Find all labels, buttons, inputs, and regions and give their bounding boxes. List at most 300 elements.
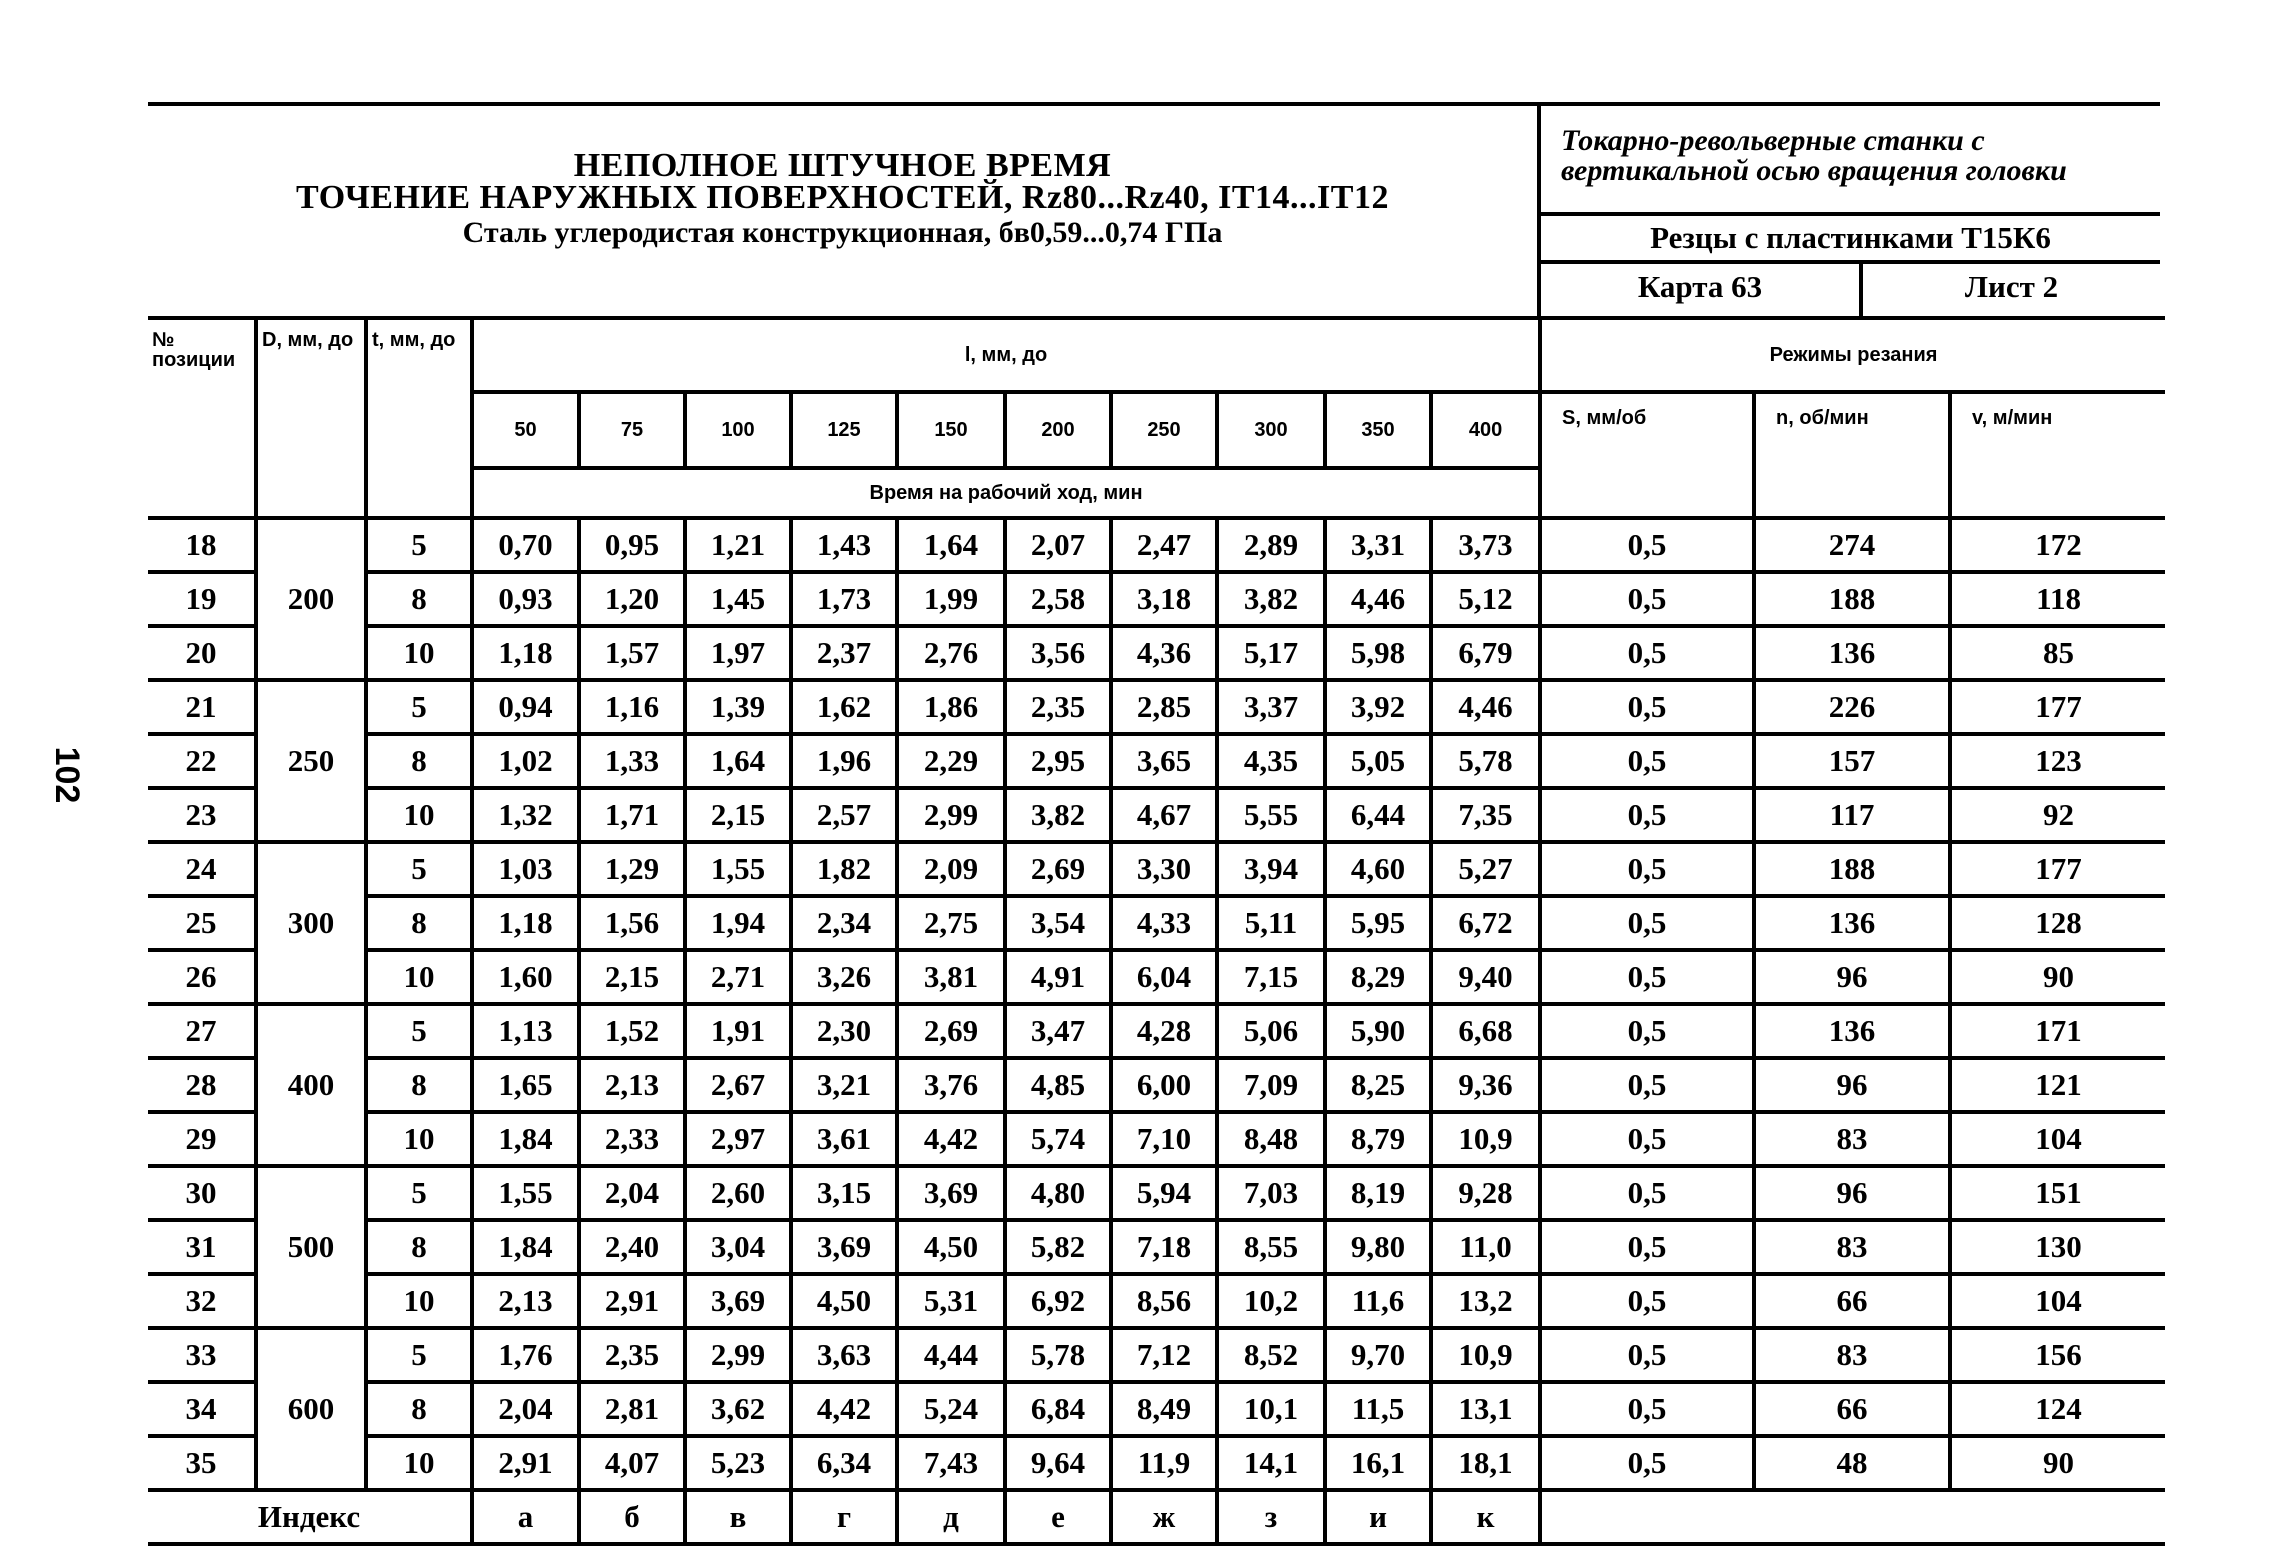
card-header: [148, 102, 2160, 316]
depth-cell: 5: [366, 1166, 472, 1220]
depth-cell: 10: [366, 788, 472, 842]
page-number: 102: [47, 746, 86, 804]
speed-cell: 104: [1950, 1274, 2165, 1328]
time-cell: 2,91: [472, 1436, 579, 1490]
col-diameter-header: D, мм, до: [256, 318, 366, 518]
table-row: [148, 1436, 2165, 1490]
time-cell: 4,91: [1005, 950, 1111, 1004]
time-cell: 8,56: [1111, 1274, 1217, 1328]
time-cell: 3,15: [791, 1166, 897, 1220]
speed-cell: 90: [1950, 1436, 2165, 1490]
feed-cell: 0,5: [1540, 626, 1754, 680]
time-cell: 1,91: [685, 1004, 791, 1058]
time-cell: 11,6: [1325, 1274, 1431, 1328]
depth-cell: 10: [366, 626, 472, 680]
length-value: 350: [1325, 392, 1431, 468]
time-cell: 7,03: [1217, 1166, 1325, 1220]
rpm-cell: 96: [1754, 950, 1950, 1004]
col-regimes-header: Режимы резания: [1540, 318, 2165, 392]
time-cell: 1,99: [897, 572, 1005, 626]
table-row: [148, 896, 2165, 950]
position-cell: 33: [148, 1328, 256, 1382]
feed-cell: 0,5: [1540, 1328, 1754, 1382]
col-length-header: l, мм, до: [472, 318, 1540, 392]
time-cell: 7,43: [897, 1436, 1005, 1490]
index-value: а: [472, 1490, 579, 1544]
rpm-cell: 66: [1754, 1382, 1950, 1436]
time-cell: 2,99: [685, 1328, 791, 1382]
time-cell: 1,02: [472, 734, 579, 788]
diameter-cell: 400: [256, 1004, 366, 1166]
time-cell: 1,96: [791, 734, 897, 788]
rpm-cell: 188: [1754, 572, 1950, 626]
time-cell: 1,29: [579, 842, 685, 896]
feed-cell: 0,5: [1540, 1166, 1754, 1220]
depth-cell: 10: [366, 1112, 472, 1166]
time-cell: 5,95: [1325, 896, 1431, 950]
table-row: [148, 1058, 2165, 1112]
position-cell: 23: [148, 788, 256, 842]
table-row: [148, 680, 2165, 734]
time-cell: 1,57: [579, 626, 685, 680]
time-cell: 3,73: [1431, 518, 1540, 572]
speed-cell: 128: [1950, 896, 2165, 950]
time-cell: 2,40: [579, 1220, 685, 1274]
time-cell: 1,94: [685, 896, 791, 950]
time-cell: 4,46: [1325, 572, 1431, 626]
position-cell: 32: [148, 1274, 256, 1328]
feed-cell: 0,5: [1540, 1382, 1754, 1436]
table-row: [148, 734, 2165, 788]
rpm-cell: 83: [1754, 1220, 1950, 1274]
feed-cell: 0,5: [1540, 1274, 1754, 1328]
feed-cell: 0,5: [1540, 788, 1754, 842]
time-cell: 1,84: [472, 1220, 579, 1274]
sheet-number: Лист 2: [1964, 269, 2059, 304]
time-cell: 8,49: [1111, 1382, 1217, 1436]
diameter-cell: 600: [256, 1328, 366, 1490]
time-cell: 3,56: [1005, 626, 1111, 680]
time-cell: 4,50: [791, 1274, 897, 1328]
time-cell: 2,89: [1217, 518, 1325, 572]
time-cell: 5,78: [1431, 734, 1540, 788]
depth-cell: 5: [366, 1328, 472, 1382]
feed-cell: 0,5: [1540, 950, 1754, 1004]
time-cell: 1,60: [472, 950, 579, 1004]
position-cell: 29: [148, 1112, 256, 1166]
position-cell: 22: [148, 734, 256, 788]
time-cell: 3,76: [897, 1058, 1005, 1112]
speed-cell: 104: [1950, 1112, 2165, 1166]
time-cell: 1,20: [579, 572, 685, 626]
time-cell: 6,34: [791, 1436, 897, 1490]
depth-cell: 8: [366, 896, 472, 950]
time-table: [148, 316, 2165, 1546]
time-cell: 5,05: [1325, 734, 1431, 788]
time-cell: 10,9: [1431, 1112, 1540, 1166]
table-row: [148, 788, 2165, 842]
col-speed-header: v, м/мин: [1950, 392, 2165, 518]
depth-cell: 10: [366, 1436, 472, 1490]
length-value: 150: [897, 392, 1005, 468]
time-cell: 9,80: [1325, 1220, 1431, 1274]
time-cell: 3,04: [685, 1220, 791, 1274]
time-cell: 3,69: [791, 1220, 897, 1274]
card-number: Карта 63: [1541, 264, 1863, 316]
table-row: [148, 1328, 2165, 1382]
time-cell: 2,91: [579, 1274, 685, 1328]
time-cell: 0,95: [579, 518, 685, 572]
time-cell: 9,28: [1431, 1166, 1540, 1220]
time-cell: 8,48: [1217, 1112, 1325, 1166]
time-cell: 2,35: [1005, 680, 1111, 734]
time-cell: 1,71: [579, 788, 685, 842]
time-cell: 6,00: [1111, 1058, 1217, 1112]
time-cell: 4,44: [897, 1328, 1005, 1382]
index-value: и: [1325, 1490, 1431, 1544]
time-cell: 7,12: [1111, 1328, 1217, 1382]
time-cell: 0,70: [472, 518, 579, 572]
rpm-cell: 136: [1754, 626, 1950, 680]
card-subtitle: ТОЧЕНИЕ НАРУЖНЫХ ПОВЕРХНОСТЕЙ, Rz80...Rz40, IT14...IT12: [296, 179, 1389, 216]
machine-type: Токарно-револьверные станки с вертикальной осью вращения головки: [1541, 106, 2160, 216]
depth-cell: 5: [366, 842, 472, 896]
time-cell: 2,13: [472, 1274, 579, 1328]
index-value: в: [685, 1490, 791, 1544]
table-row: [148, 518, 2165, 572]
time-cell: 1,55: [685, 842, 791, 896]
position-cell: 27: [148, 1004, 256, 1058]
speed-cell: 123: [1950, 734, 2165, 788]
time-cell: 4,33: [1111, 896, 1217, 950]
time-cell: 2,85: [1111, 680, 1217, 734]
speed-cell: 151: [1950, 1166, 2165, 1220]
time-cell: 3,21: [791, 1058, 897, 1112]
time-cell: 1,33: [579, 734, 685, 788]
time-cell: 4,28: [1111, 1004, 1217, 1058]
speed-cell: 177: [1950, 680, 2165, 734]
time-cell: 6,72: [1431, 896, 1540, 950]
feed-cell: 0,5: [1540, 896, 1754, 950]
time-cell: 2,97: [685, 1112, 791, 1166]
time-cell: 5,17: [1217, 626, 1325, 680]
time-cell: 1,45: [685, 572, 791, 626]
time-cell: 5,31: [897, 1274, 1005, 1328]
index-value: г: [791, 1490, 897, 1544]
time-cell: 3,31: [1325, 518, 1431, 572]
time-cell: 2,95: [1005, 734, 1111, 788]
time-cell: 2,33: [579, 1112, 685, 1166]
feed-cell: 0,5: [1540, 1058, 1754, 1112]
rpm-cell: 48: [1754, 1436, 1950, 1490]
time-cell: 2,69: [1005, 842, 1111, 896]
time-cell: 5,82: [1005, 1220, 1111, 1274]
time-cell: 2,69: [897, 1004, 1005, 1058]
time-cell: 9,40: [1431, 950, 1540, 1004]
time-cell: 6,44: [1325, 788, 1431, 842]
time-cell: 14,1: [1217, 1436, 1325, 1490]
time-cell: 2,29: [897, 734, 1005, 788]
table-row: [148, 626, 2165, 680]
time-cell: 6,04: [1111, 950, 1217, 1004]
time-cell: 1,43: [791, 518, 897, 572]
time-cell: 5,74: [1005, 1112, 1111, 1166]
time-cell: 0,94: [472, 680, 579, 734]
table-row: [148, 1166, 2165, 1220]
time-subheader: Время на рабочий ход, мин: [472, 468, 1540, 518]
time-cell: 2,99: [897, 788, 1005, 842]
card-info-block: [1541, 106, 2160, 316]
rpm-cell: 96: [1754, 1058, 1950, 1112]
time-cell: 3,82: [1217, 572, 1325, 626]
table-row: [148, 1004, 2165, 1058]
time-cell: 2,30: [791, 1004, 897, 1058]
time-cell: 2,71: [685, 950, 791, 1004]
time-cell: 1,52: [579, 1004, 685, 1058]
col-feed-header: S, мм/об: [1540, 392, 1754, 518]
time-cell: 1,13: [472, 1004, 579, 1058]
time-cell: 3,69: [897, 1166, 1005, 1220]
position-cell: 24: [148, 842, 256, 896]
time-cell: 2,13: [579, 1058, 685, 1112]
time-cell: 2,47: [1111, 518, 1217, 572]
time-cell: 6,79: [1431, 626, 1540, 680]
time-cell: 9,64: [1005, 1436, 1111, 1490]
position-cell: 20: [148, 626, 256, 680]
index-value: з: [1217, 1490, 1325, 1544]
time-cell: 6,68: [1431, 1004, 1540, 1058]
feed-cell: 0,5: [1540, 734, 1754, 788]
card-title-block: [148, 106, 1541, 316]
time-cell: 1,64: [685, 734, 791, 788]
time-cell: 5,55: [1217, 788, 1325, 842]
position-cell: 26: [148, 950, 256, 1004]
position-cell: 18: [148, 518, 256, 572]
time-cell: 1,97: [685, 626, 791, 680]
time-cell: 5,23: [685, 1436, 791, 1490]
diameter-cell: 250: [256, 680, 366, 842]
rpm-cell: 157: [1754, 734, 1950, 788]
depth-cell: 8: [366, 734, 472, 788]
speed-cell: 92: [1950, 788, 2165, 842]
rpm-cell: 96: [1754, 1166, 1950, 1220]
time-cell: 8,55: [1217, 1220, 1325, 1274]
col-position-header: № позиции: [148, 318, 256, 518]
time-cell: 13,2: [1431, 1274, 1540, 1328]
depth-cell: 5: [366, 680, 472, 734]
length-value: 125: [791, 392, 897, 468]
length-value: 75: [579, 392, 685, 468]
depth-cell: 8: [366, 1382, 472, 1436]
table-body: [148, 518, 2165, 1490]
index-label: Индекс: [148, 1490, 472, 1544]
time-cell: 1,16: [579, 680, 685, 734]
time-cell: 8,29: [1325, 950, 1431, 1004]
depth-cell: 10: [366, 1274, 472, 1328]
time-cell: 16,1: [1325, 1436, 1431, 1490]
speed-cell: 118: [1950, 572, 2165, 626]
time-cell: 2,37: [791, 626, 897, 680]
time-cell: 4,07: [579, 1436, 685, 1490]
time-cell: 3,65: [1111, 734, 1217, 788]
time-cell: 5,90: [1325, 1004, 1431, 1058]
position-cell: 25: [148, 896, 256, 950]
time-cell: 5,98: [1325, 626, 1431, 680]
position-cell: 35: [148, 1436, 256, 1490]
depth-cell: 8: [366, 572, 472, 626]
col-rpm-header: n, об/мин: [1754, 392, 1950, 518]
time-cell: 8,79: [1325, 1112, 1431, 1166]
card-material: Сталь углеродистая конструкционная, бв0,59...0,74 ГПа: [462, 216, 1223, 249]
time-cell: 3,26: [791, 950, 897, 1004]
length-value: 400: [1431, 392, 1540, 468]
time-cell: 7,35: [1431, 788, 1540, 842]
speed-cell: 90: [1950, 950, 2165, 1004]
position-cell: 19: [148, 572, 256, 626]
time-cell: 5,11: [1217, 896, 1325, 950]
diameter-cell: 200: [256, 518, 366, 680]
depth-cell: 10: [366, 950, 472, 1004]
time-cell: 5,12: [1431, 572, 1540, 626]
time-cell: 8,52: [1217, 1328, 1325, 1382]
time-cell: 2,57: [791, 788, 897, 842]
time-cell: 1,86: [897, 680, 1005, 734]
time-cell: 2,75: [897, 896, 1005, 950]
rpm-cell: 226: [1754, 680, 1950, 734]
time-cell: 2,04: [579, 1166, 685, 1220]
time-cell: 2,09: [897, 842, 1005, 896]
time-cell: 7,10: [1111, 1112, 1217, 1166]
time-cell: 1,82: [791, 842, 897, 896]
time-cell: 10,1: [1217, 1382, 1325, 1436]
time-cell: 4,36: [1111, 626, 1217, 680]
time-cell: 9,36: [1431, 1058, 1540, 1112]
speed-cell: 121: [1950, 1058, 2165, 1112]
rpm-cell: 83: [1754, 1328, 1950, 1382]
card-sheet-row: [1541, 264, 2160, 316]
feed-cell: 0,5: [1540, 572, 1754, 626]
feed-cell: 0,5: [1540, 1436, 1754, 1490]
time-cell: 3,54: [1005, 896, 1111, 950]
time-cell: 2,67: [685, 1058, 791, 1112]
time-cell: 2,15: [579, 950, 685, 1004]
table-row: [148, 950, 2165, 1004]
time-cell: 4,50: [897, 1220, 1005, 1274]
time-cell: 10,9: [1431, 1328, 1540, 1382]
time-cell: 5,78: [1005, 1328, 1111, 1382]
time-cell: 1,18: [472, 896, 579, 950]
index-row: [148, 1490, 2165, 1544]
rpm-cell: 83: [1754, 1112, 1950, 1166]
speed-cell: 156: [1950, 1328, 2165, 1382]
time-cell: 1,73: [791, 572, 897, 626]
index-value: б: [579, 1490, 685, 1544]
depth-cell: 5: [366, 1004, 472, 1058]
time-cell: 1,76: [472, 1328, 579, 1382]
time-cell: 3,82: [1005, 788, 1111, 842]
time-cell: 3,94: [1217, 842, 1325, 896]
time-cell: 11,0: [1431, 1220, 1540, 1274]
speed-cell: 177: [1950, 842, 2165, 896]
rpm-cell: 136: [1754, 1004, 1950, 1058]
time-cell: 2,15: [685, 788, 791, 842]
time-cell: 4,60: [1325, 842, 1431, 896]
table-row: [148, 1382, 2165, 1436]
rpm-cell: 274: [1754, 518, 1950, 572]
time-cell: 2,07: [1005, 518, 1111, 572]
index-value: ж: [1111, 1490, 1217, 1544]
time-cell: 4,85: [1005, 1058, 1111, 1112]
time-cell: 3,69: [685, 1274, 791, 1328]
speed-cell: 85: [1950, 626, 2165, 680]
table-row: [148, 1274, 2165, 1328]
time-cell: 3,47: [1005, 1004, 1111, 1058]
time-cell: 1,84: [472, 1112, 579, 1166]
time-cell: 7,15: [1217, 950, 1325, 1004]
time-cell: 13,1: [1431, 1382, 1540, 1436]
position-cell: 21: [148, 680, 256, 734]
time-cell: 4,35: [1217, 734, 1325, 788]
feed-cell: 0,5: [1540, 1220, 1754, 1274]
feed-cell: 0,5: [1540, 680, 1754, 734]
time-cell: 3,63: [791, 1328, 897, 1382]
feed-cell: 0,5: [1540, 1004, 1754, 1058]
time-cell: 10,2: [1217, 1274, 1325, 1328]
time-cell: 5,06: [1217, 1004, 1325, 1058]
time-cell: 1,03: [472, 842, 579, 896]
time-cell: 1,18: [472, 626, 579, 680]
time-cell: 6,84: [1005, 1382, 1111, 1436]
time-cell: 4,46: [1431, 680, 1540, 734]
feed-cell: 0,5: [1540, 1112, 1754, 1166]
rpm-cell: 66: [1754, 1274, 1950, 1328]
time-cell: 5,27: [1431, 842, 1540, 896]
time-cell: 3,61: [791, 1112, 897, 1166]
time-cell: 3,18: [1111, 572, 1217, 626]
length-value: 200: [1005, 392, 1111, 468]
time-cell: 0,93: [472, 572, 579, 626]
rpm-cell: 188: [1754, 842, 1950, 896]
table-row: [148, 1220, 2165, 1274]
time-cell: 18,1: [1431, 1436, 1540, 1490]
time-cell: 2,35: [579, 1328, 685, 1382]
depth-cell: 8: [366, 1220, 472, 1274]
time-cell: 1,62: [791, 680, 897, 734]
time-cell: 3,30: [1111, 842, 1217, 896]
position-cell: 31: [148, 1220, 256, 1274]
cutter-type: Резцы с пластинками Т15К6: [1541, 216, 2160, 264]
time-cell: 5,94: [1111, 1166, 1217, 1220]
time-cell: 1,65: [472, 1058, 579, 1112]
speed-cell: 124: [1950, 1382, 2165, 1436]
time-cell: 2,81: [579, 1382, 685, 1436]
rpm-cell: 117: [1754, 788, 1950, 842]
time-cell: 1,56: [579, 896, 685, 950]
card-title: НЕПОЛНОЕ ШТУЧНОЕ ВРЕМЯ: [573, 147, 1112, 184]
norm-card: [148, 102, 2160, 1546]
table-row: [148, 842, 2165, 896]
time-cell: 11,5: [1325, 1382, 1431, 1436]
time-cell: 1,32: [472, 788, 579, 842]
speed-cell: 130: [1950, 1220, 2165, 1274]
time-cell: 8,25: [1325, 1058, 1431, 1112]
position-cell: 30: [148, 1166, 256, 1220]
index-value: д: [897, 1490, 1005, 1544]
length-value: 300: [1217, 392, 1325, 468]
time-cell: 1,21: [685, 518, 791, 572]
time-cell: 2,58: [1005, 572, 1111, 626]
time-cell: 6,92: [1005, 1274, 1111, 1328]
